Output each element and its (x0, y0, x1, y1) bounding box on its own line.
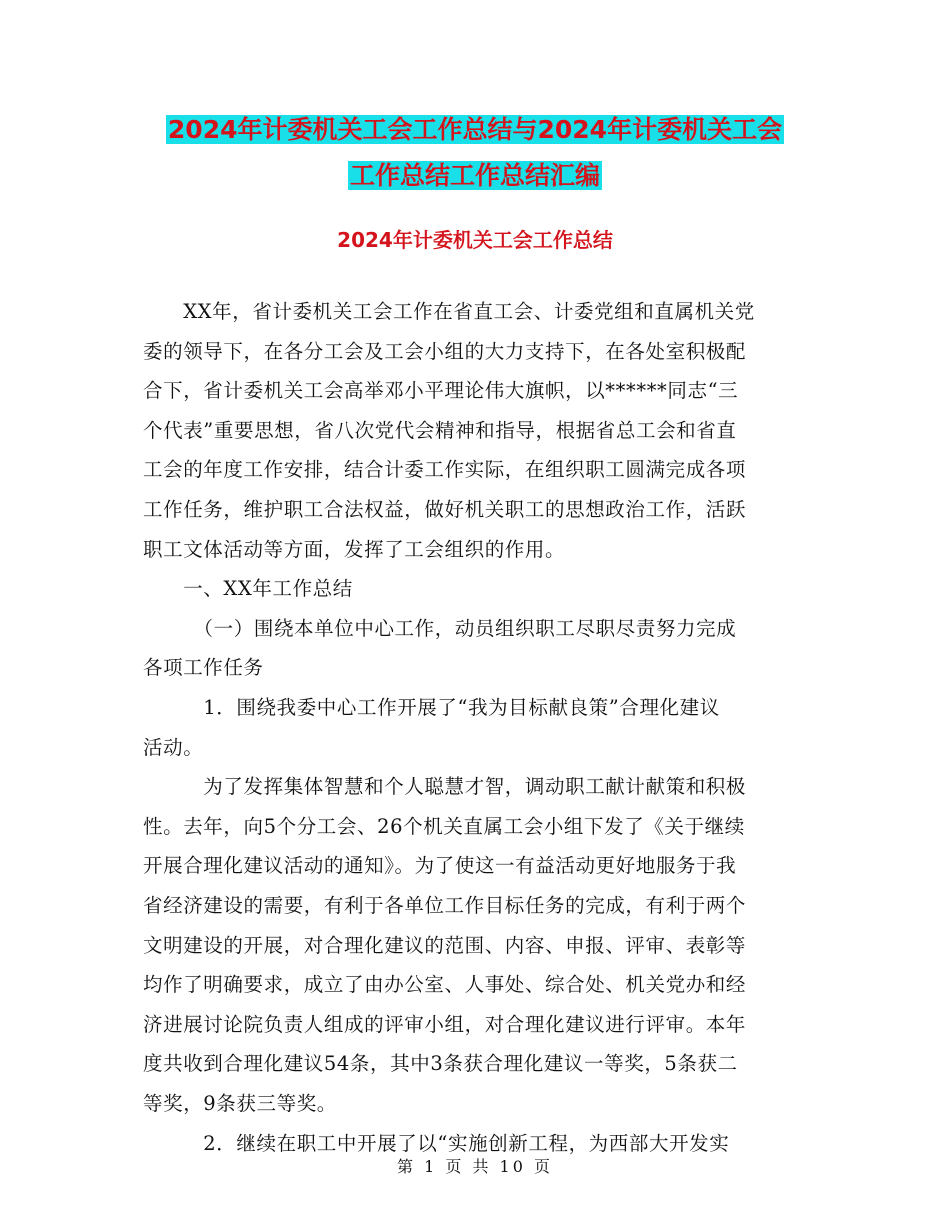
body-line: 1．围绕我委中心工作开展了“我为目标献良策”合理化建议 (143, 696, 720, 719)
body-line: （一）围绕本单位中心工作，动员组织职工尽职尽责努力完成 (143, 616, 737, 640)
body-line: 度共收到合理化建议54条，其中3条获合理化建议一等奖，5条获二 (143, 1052, 738, 1076)
body-line: 2．继续在职工中开展了以“实施创新工程，为西部大开发实 (143, 1131, 730, 1155)
body-line: 职工文体活动等方面，发挥了工会组织的作用。 (143, 537, 566, 561)
page-footer: 第 1 页 共 10 页 (397, 1157, 553, 1176)
body-line: 省经济建设的需要，有利于各单位工作目标任务的完成，有利于两个 (143, 894, 747, 917)
body-line: 均作了明确要求，成立了由办公室、人事处、综合处、机关党办和经 (143, 973, 747, 997)
body-line: 一、XX年工作总结 (143, 577, 353, 601)
body-line: 活动。 (143, 735, 204, 759)
section-title: 2024年计委机关工会工作总结 (337, 228, 613, 252)
body-line: 开展合理化建议活动的通知》。为了使这一有益活动更好地服务于我 (143, 854, 737, 878)
body-line: 委的领导下，在各分工会及工会小组的大力支持下，在各处室积极配 (143, 339, 747, 363)
body-line: 工作任务，维护职工合法权益，做好机关职工的思想政治工作，活跃 (143, 498, 747, 521)
body-line: 等奖，9条获三等奖。 (143, 1092, 337, 1115)
body-line: 合下，省计委机关工会高举邓小平理论伟大旗帜，以******同志“三 (143, 379, 739, 403)
body-line: 为了发挥集体智慧和个人聪慧才智，调动职工献计献策和积极 (143, 775, 747, 799)
body-line: 各项工作任务 (143, 656, 264, 680)
body-line: 个代表”重要思想，省八次党代会精神和指导，根据省总工会和省直 (143, 418, 737, 442)
document-title-line-1: 2024年计委机关工会工作总结与2024年计委机关工会 (167, 115, 783, 144)
body-line: XX年，省计委机关工会工作在省直工会、计委党组和直属机关党 (143, 300, 755, 323)
document-title-line-2: 工作总结工作总结汇编 (349, 161, 600, 190)
body-line: 性。去年，向5个分工会、26个机关直属工会小组下发了《关于继续 (143, 814, 745, 838)
body-line: 济进展讨论院负责人组成的评审小组，对合理化建议进行评审。本年 (143, 1012, 747, 1036)
body-line: 文明建设的开展，对合理化建议的范围、内容、申报、评审、表彰等 (143, 933, 747, 957)
body-line: 工会的年度工作安排，结合计委工作实际，在组织职工圆满完成各项 (143, 458, 747, 482)
